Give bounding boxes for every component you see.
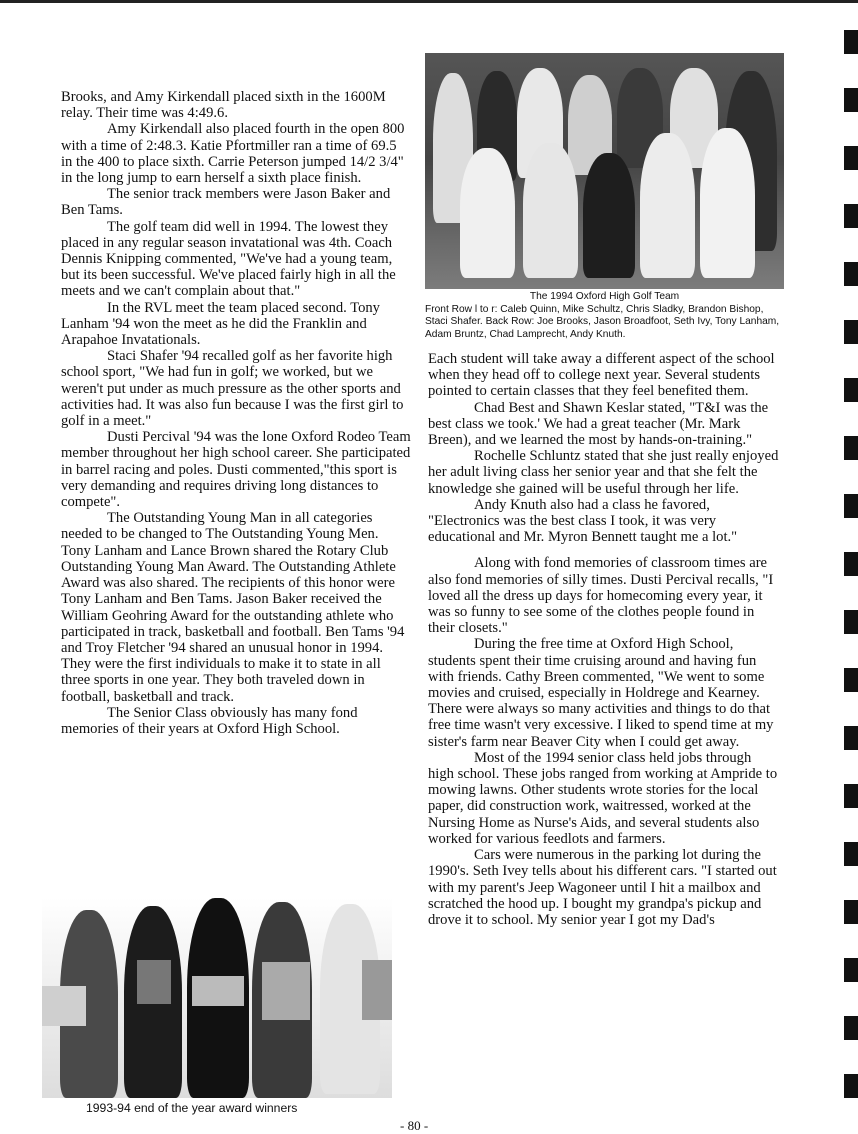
binding-hole [844, 1074, 858, 1098]
award-plaque [192, 976, 244, 1006]
photo-figure [523, 143, 578, 278]
left-text-column [61, 89, 411, 737]
golf-photo-caption-title: The 1994 Oxford High Golf Team [529, 291, 680, 302]
paragraph: In the RVL meet the team placed second. Tony Lanham '94 won the meet as he did the Franklin and Arapahoe Invatationals. [61, 299, 380, 349]
binding-hole [844, 552, 858, 576]
binding-hole [844, 726, 858, 750]
binding-hole [844, 958, 858, 982]
paragraph: Chad Best and Shawn Keslar stated, "T&I was the best class we took.' We had a great teacher (Mr. Mark Breen), and we learned the most by hands-on-training." [428, 399, 769, 449]
paragraph: The golf team did well in 1994. The lowest they placed in any regular season invatational was 4th. Coach Dennis Knipping commented, "We've had a young team, but its been successful. We've placed fairly high in all the meets and we can't complain about that." [61, 218, 396, 300]
paragraph: Each student will take away a different aspect of the school when they head off to college next year. Several students pointed to certain classes that they feel benefited them. [428, 351, 775, 400]
award-plaque [137, 960, 171, 1004]
binding-hole [844, 900, 858, 924]
right-text-column [428, 351, 780, 928]
golf-team-photo [425, 53, 784, 289]
paragraph: Rochelle Schluntz stated that she just really enjoyed her adult living class her senior year and that she felt the knowledge she gained will be useful through her life. [428, 448, 779, 497]
binding-hole [844, 784, 858, 808]
award-plaque [262, 962, 310, 1020]
binding-hole [844, 320, 858, 344]
page-number: - 80 - [400, 1118, 429, 1133]
award-plaque [362, 960, 392, 1020]
binding-hole [844, 204, 858, 228]
spiral-binding [834, 0, 858, 1130]
binding-hole [844, 378, 858, 402]
paragraph: Amy Kirkendall also placed fourth in the open 800 with a time of 2:48.3. Katie Pfortmiller ran a time of 69.5 in the 400 to place sixth. Carrie Peterson jumped 14/2 3/4" in the long jump to earn herself a sixth place finish. [61, 121, 405, 187]
paragraph: Dusti Percival '94 was the lone Oxford Rodeo Team member throughout her high school career. She participated in barrel racing and poles. Dusti commented,"this sport is very demanding and requires driving long distances to compete". [61, 429, 411, 511]
binding-hole [844, 668, 858, 692]
binding-hole [844, 436, 858, 460]
photo-figure [583, 153, 635, 278]
binding-hole [844, 842, 858, 866]
top-border-line [0, 0, 858, 3]
paragraph: Brooks, and Amy Kirkendall placed sixth in the 1600M relay. Their time was 4:49.6. [61, 89, 386, 122]
paragraph: The senior track members were Jason Baker and Ben Tams. [61, 186, 391, 219]
binding-hole [844, 610, 858, 634]
paragraph: Along with fond memories of classroom times are also fond memories of silly times. Dusti Percival recalls, "I loved all the dress up days for homecoming every year, it was so funny to see some of the clothes people found in their closets." [428, 555, 774, 637]
paragraph: Most of the 1994 senior class held jobs through high school. These jobs ranged from working at Ampride to mowing lawns. Other students wrote stories for the local paper, did construction work, waitressed, worked at the Nursing Home as Nurse's Aids, and several students also worked for various feedlots and farmers. [428, 749, 778, 847]
binding-hole [844, 30, 858, 54]
paragraph: The Outstanding Young Man in all categories needed to be changed to The Outstanding Young Men. Tony Lanham and Lance Brown shared the Rotary Club Outstanding Young Man Award. The Outstanding Athlete Award was also shared. The recipients of this honor were Tony Lanham and Ben Tams. Jason Baker received the William Geohring Award for the outstanding athlete who participated in track, basketball and football. Ben Tams '94 and Troy Fletcher '94 shared an unusual honor in 1994. They were the first individuals to make it to state in all three sports in one year. They both traveled down in football, basketball and track. [61, 510, 405, 705]
paragraph: Andy Knuth also had a class he favored, "Electronics was the best class I took, it was very educational and Mr. Myron Bennett taught me a lot." [428, 496, 738, 546]
award-photo-caption: 1993-94 end of the year award winners [86, 1101, 298, 1115]
award-winners-photo [42, 898, 392, 1098]
binding-hole [844, 88, 858, 112]
photo-figure [640, 133, 695, 278]
binding-hole [844, 146, 858, 170]
paragraph: The Senior Class obviously has many fond memories of their years at Oxford High School. [61, 704, 358, 737]
photo-figure [460, 148, 515, 278]
binding-hole [844, 1016, 858, 1040]
photo-figure [700, 128, 755, 278]
award-plaque [42, 986, 86, 1026]
paragraph: During the free time at Oxford High School, students spent their time cruising around and having fun with friends. Cathy Breen commented, "We went to some movies and cruised, especially in Holdrege and Kearney. There were always so many activities and things to do that free time wasn't very excessive. I liked to spend time at my sister's farm near Beaver City when I could get away. [428, 636, 774, 750]
paragraph: Staci Shafer '94 recalled golf as her favorite high school sport, "We had fun in golf; we worked, but we weren't put under as much pressure as the other sports and activities had. It was also fun because I was the first girl to golf in a meet." [61, 348, 404, 430]
binding-hole [844, 262, 858, 286]
golf-photo-caption-names: Front Row l to r: Caleb Quinn, Mike Schultz, Chris Sladky, Brandon Bishop, Staci Shafer. Back Row: Joe Brooks, Jason Broadfoot, Seth Ivy, Tony Lanham, Adam Bruntz, Chad Lamprecht, Andy Knuth. [425, 304, 780, 340]
binding-hole [844, 494, 858, 518]
paragraph: Cars were numerous in the parking lot during the 1990's. Seth Ivey tells about his different cars. "I started out with my parent's Jeep Wagoneer until I hit a mailbox and scratched the hood up. I bought my grandpa's pickup and drove it to school. My senior year I got my Dad's [428, 847, 777, 928]
